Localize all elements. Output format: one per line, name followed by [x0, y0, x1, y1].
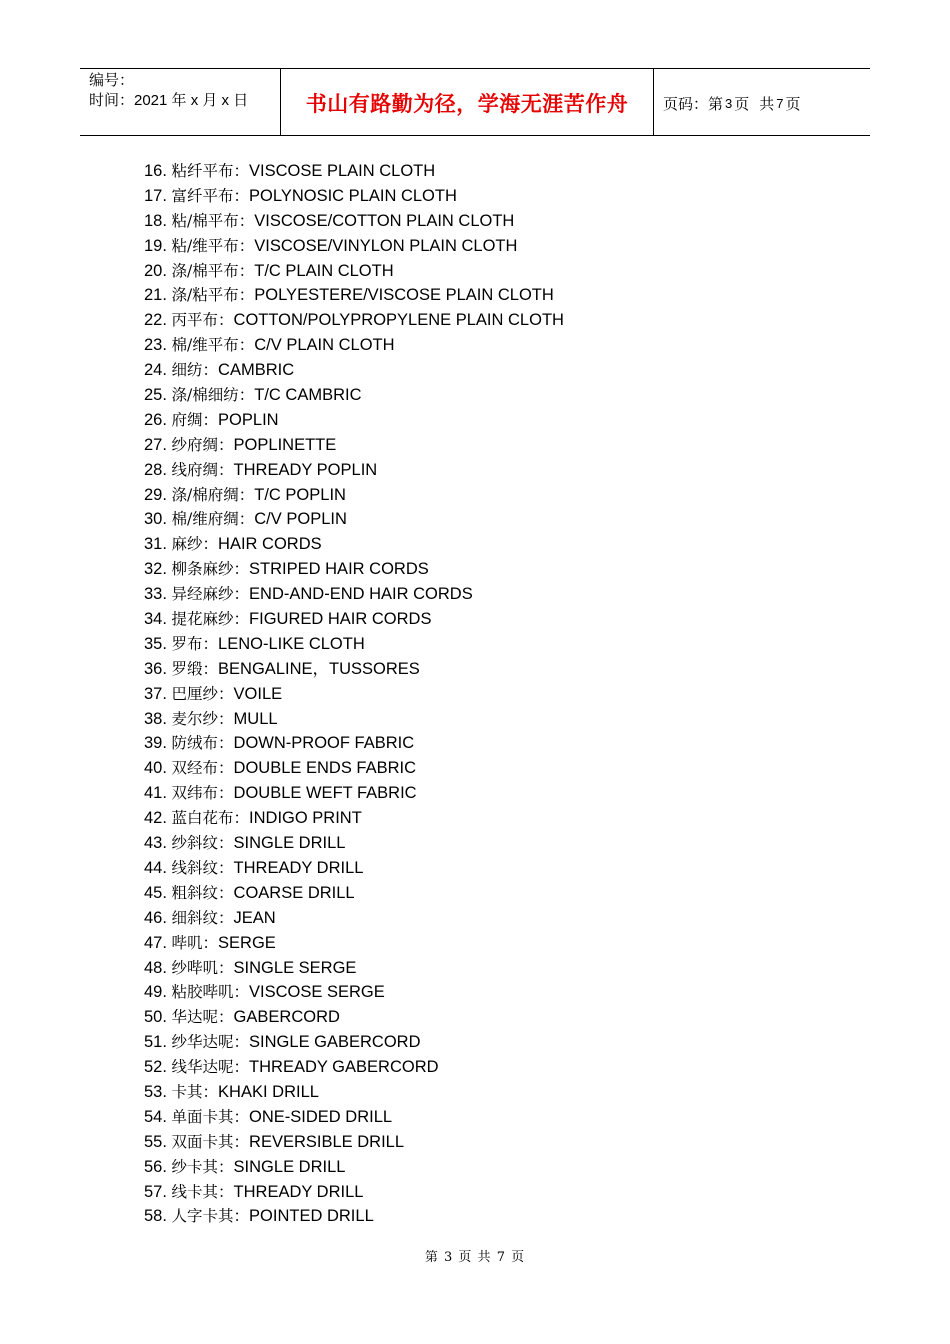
list-item	[144, 906, 564, 931]
item-chinese-term: 巴厘纱：	[171, 684, 234, 703]
item-chinese-term: 纱华达呢：	[171, 1033, 250, 1052]
item-number: 17.	[144, 186, 167, 205]
list-item	[144, 458, 564, 483]
item-number: 24.	[144, 361, 167, 380]
list-item	[144, 1204, 564, 1229]
item-number: 28.	[144, 460, 167, 479]
item-chinese-term: 双纬布：	[171, 784, 234, 803]
list-item	[144, 756, 564, 781]
list-item	[144, 557, 564, 582]
item-chinese-term: 哔叽：	[171, 933, 219, 952]
list-item	[144, 507, 564, 532]
item-english-term: VOILE	[233, 684, 283, 703]
item-english-term: LENO-LIKE CLOTH	[218, 634, 365, 653]
item-number: 21.	[144, 286, 167, 305]
list-item	[144, 358, 564, 383]
item-english-term: POINTED DRILL	[249, 1207, 374, 1226]
item-number: 20.	[144, 261, 167, 280]
page-prefix: 页码：第	[663, 95, 724, 113]
item-chinese-term: 线府绸：	[171, 460, 234, 479]
item-number: 19.	[144, 236, 167, 255]
item-english-term: FIGURED HAIR CORDS	[249, 610, 432, 629]
item-number: 35.	[144, 634, 167, 653]
item-english-term: HAIR CORDS	[218, 535, 322, 554]
item-number: 49.	[144, 983, 167, 1002]
item-chinese-term: 罗缎：	[171, 659, 219, 678]
item-chinese-term: 细纺：	[171, 361, 219, 380]
page-number-cell	[654, 69, 870, 135]
page-total: 7	[776, 95, 784, 111]
item-number: 31.	[144, 535, 167, 554]
item-english-term: SERGE	[218, 933, 276, 952]
item-english-term: T/C CAMBRIC	[254, 386, 362, 405]
item-chinese-term: 麦尔纱：	[171, 709, 234, 728]
item-english-term: GABERCORD	[233, 1008, 340, 1027]
item-number: 51.	[144, 1033, 167, 1052]
item-chinese-term: 细斜纹：	[171, 908, 234, 927]
list-item	[144, 1005, 564, 1030]
item-number: 33.	[144, 585, 167, 604]
item-english-term: INDIGO PRINT	[249, 809, 362, 828]
item-chinese-term: 粘/维平布：	[171, 236, 255, 255]
item-chinese-term: 粘/棉平布：	[171, 211, 255, 230]
item-chinese-term: 棉/维平布：	[171, 336, 255, 355]
item-english-term: DOUBLE WEFT FABRIC	[233, 784, 417, 803]
item-number: 27.	[144, 435, 167, 454]
list-item	[144, 632, 564, 657]
list-item	[144, 1130, 564, 1155]
list-item	[144, 707, 564, 732]
item-chinese-term: 涤/棉平布：	[171, 261, 255, 280]
item-english-term: THREADY GABERCORD	[249, 1058, 439, 1077]
item-english-term: VISCOSE PLAIN CLOTH	[249, 162, 436, 180]
item-chinese-term: 纱斜纹：	[171, 834, 234, 853]
item-chinese-term: 粗斜纹：	[171, 883, 234, 902]
item-number: 57.	[144, 1182, 167, 1201]
item-english-term: C/V POPLIN	[254, 510, 347, 529]
item-english-term: MULL	[233, 709, 278, 728]
list-item	[144, 159, 564, 184]
fabric-term-list	[144, 159, 564, 1229]
list-item	[144, 582, 564, 607]
item-english-term: VISCOSE/COTTON PLAIN CLOTH	[254, 211, 515, 230]
list-item	[144, 483, 564, 508]
list-item	[144, 856, 564, 881]
item-english-term: POPLIN	[218, 410, 279, 429]
item-number: 23.	[144, 336, 167, 355]
item-chinese-term: 涤/棉府绸：	[171, 485, 255, 504]
item-english-term: CAMBRIC	[218, 361, 295, 380]
list-item	[144, 1080, 564, 1105]
item-number: 34.	[144, 610, 167, 629]
item-chinese-term: 柳条麻纱：	[171, 560, 250, 579]
item-english-term: VISCOSE/VINYLON PLAIN CLOTH	[254, 236, 518, 255]
item-chinese-term: 涤/棉细纺：	[171, 386, 255, 405]
item-chinese-term: 防绒布：	[171, 734, 234, 753]
item-english-term: POLYNOSIC PLAIN CLOTH	[249, 186, 457, 205]
item-chinese-term: 双面卡其：	[171, 1132, 250, 1151]
page-suffix: 页	[785, 95, 801, 113]
list-item	[144, 1055, 564, 1080]
item-chinese-term: 人字卡其：	[171, 1207, 250, 1226]
item-chinese-term: 涤/粘平布：	[171, 286, 255, 305]
item-number: 38.	[144, 709, 167, 728]
motto-text: 书山有路勤为径，学海无涯苦作舟	[305, 92, 629, 116]
item-chinese-term: 提花麻纱：	[171, 610, 250, 629]
list-item	[144, 234, 564, 259]
item-number: 52.	[144, 1058, 167, 1077]
list-item	[144, 956, 564, 981]
list-item	[144, 980, 564, 1005]
page-mid: 页	[734, 95, 750, 113]
item-number: 43.	[144, 834, 167, 853]
item-chinese-term: 富纤平布：	[171, 186, 250, 205]
item-number: 29.	[144, 485, 167, 504]
list-item	[144, 209, 564, 234]
item-chinese-term: 卡其：	[171, 1082, 219, 1101]
item-number: 22.	[144, 311, 167, 330]
motto-cell	[281, 69, 654, 135]
item-chinese-term: 异经麻纱：	[171, 585, 250, 604]
list-item	[144, 259, 564, 284]
item-chinese-term: 丙平布：	[171, 311, 234, 330]
list-item	[144, 781, 564, 806]
list-item	[144, 931, 564, 956]
item-number: 47.	[144, 933, 167, 952]
item-number: 26.	[144, 410, 167, 429]
item-chinese-term: 罗布：	[171, 634, 219, 653]
item-english-term: JEAN	[233, 908, 276, 927]
list-item	[144, 308, 564, 333]
item-chinese-term: 粘胶哔叽：	[171, 983, 250, 1002]
list-item	[144, 383, 564, 408]
item-english-term: STRIPED HAIR CORDS	[249, 560, 429, 579]
item-chinese-term: 线华达呢：	[171, 1058, 250, 1077]
item-chinese-term: 线斜纹：	[171, 858, 234, 877]
item-number: 44.	[144, 858, 167, 877]
item-english-term: THREADY POPLIN	[233, 460, 378, 479]
item-english-term: COARSE DRILL	[233, 883, 355, 902]
list-item	[144, 831, 564, 856]
list-item	[144, 1180, 564, 1205]
list-item	[144, 682, 564, 707]
item-chinese-term: 棉/维府绸：	[171, 510, 255, 529]
list-item	[144, 1155, 564, 1180]
item-english-term: SINGLE GABERCORD	[249, 1033, 421, 1052]
time-label: 时间：2021 年 x 月 x 日	[89, 92, 249, 109]
item-english-term: C/V PLAIN CLOTH	[254, 336, 395, 355]
item-english-term: DOWN-PROOF FABRIC	[233, 734, 415, 753]
list-item	[144, 881, 564, 906]
list-item	[144, 408, 564, 433]
item-english-term: REVERSIBLE DRILL	[249, 1132, 405, 1151]
item-chinese-term: 双经布：	[171, 759, 234, 778]
item-english-term: THREADY DRILL	[233, 858, 364, 877]
list-item	[144, 1105, 564, 1130]
item-english-term: COTTON/POLYPROPYLENE PLAIN CLOTH	[233, 311, 564, 330]
item-number: 32.	[144, 560, 167, 579]
item-chinese-term: 纱卡其：	[171, 1157, 234, 1176]
item-chinese-term: 粘纤平布：	[171, 162, 250, 180]
item-chinese-term: 蓝白花布：	[171, 809, 250, 828]
list-item	[144, 532, 564, 557]
item-number: 56.	[144, 1157, 167, 1176]
list-item	[144, 433, 564, 458]
item-english-term: END-AND-END HAIR CORDS	[249, 585, 473, 604]
list-item	[144, 607, 564, 632]
item-english-term: BENGALINE，TUSSORES	[218, 659, 420, 678]
list-item	[144, 806, 564, 831]
item-english-term: DOUBLE ENDS FABRIC	[233, 759, 417, 778]
item-number: 30.	[144, 510, 167, 529]
item-number: 36.	[144, 659, 167, 678]
item-number: 41.	[144, 784, 167, 803]
item-chinese-term: 府绸：	[171, 410, 219, 429]
item-chinese-term: 华达呢：	[171, 1008, 234, 1027]
item-number: 40.	[144, 759, 167, 778]
item-chinese-term: 纱府绸：	[171, 435, 234, 454]
item-english-term: POLYESTERE/VISCOSE PLAIN CLOTH	[254, 286, 554, 305]
list-item	[144, 1030, 564, 1055]
list-item	[144, 283, 564, 308]
item-chinese-term: 单面卡其：	[171, 1107, 250, 1126]
item-number: 58.	[144, 1207, 167, 1226]
item-english-term: POPLINETTE	[233, 435, 337, 454]
item-english-term: VISCOSE SERGE	[249, 983, 385, 1002]
item-number: 25.	[144, 386, 167, 405]
list-item	[144, 333, 564, 358]
item-english-term: SINGLE DRILL	[233, 1157, 346, 1176]
page-footer: 第 3 页 共 7 页	[424, 1250, 526, 1265]
item-number: 18.	[144, 211, 167, 230]
number-label: 编号：	[89, 72, 135, 89]
item-english-term: T/C PLAIN CLOTH	[254, 261, 394, 280]
page-total-prefix: 共	[759, 95, 775, 113]
item-number: 53.	[144, 1082, 167, 1101]
item-english-term: KHAKI DRILL	[218, 1082, 319, 1101]
item-english-term: T/C POPLIN	[254, 485, 346, 504]
item-number: 16.	[144, 162, 167, 180]
item-chinese-term: 纱哔叽：	[171, 958, 234, 977]
item-number: 48.	[144, 958, 167, 977]
item-english-term: ONE-SIDED DRILL	[249, 1107, 393, 1126]
item-english-term: SINGLE SERGE	[233, 958, 357, 977]
list-item	[144, 731, 564, 756]
item-number: 46.	[144, 908, 167, 927]
header-meta-cell	[80, 69, 281, 135]
item-number: 39.	[144, 734, 167, 753]
page-current: 3	[725, 95, 733, 111]
item-number: 42.	[144, 809, 167, 828]
item-chinese-term: 麻纱：	[171, 535, 219, 554]
item-number: 54.	[144, 1107, 167, 1126]
item-english-term: THREADY DRILL	[233, 1182, 364, 1201]
list-item	[144, 184, 564, 209]
item-number: 50.	[144, 1008, 167, 1027]
item-number: 45.	[144, 883, 167, 902]
item-number: 55.	[144, 1132, 167, 1151]
item-number: 37.	[144, 684, 167, 703]
page-header	[80, 68, 870, 136]
list-item	[144, 657, 564, 682]
item-english-term: SINGLE DRILL	[233, 834, 346, 853]
item-chinese-term: 线卡其：	[171, 1182, 234, 1201]
